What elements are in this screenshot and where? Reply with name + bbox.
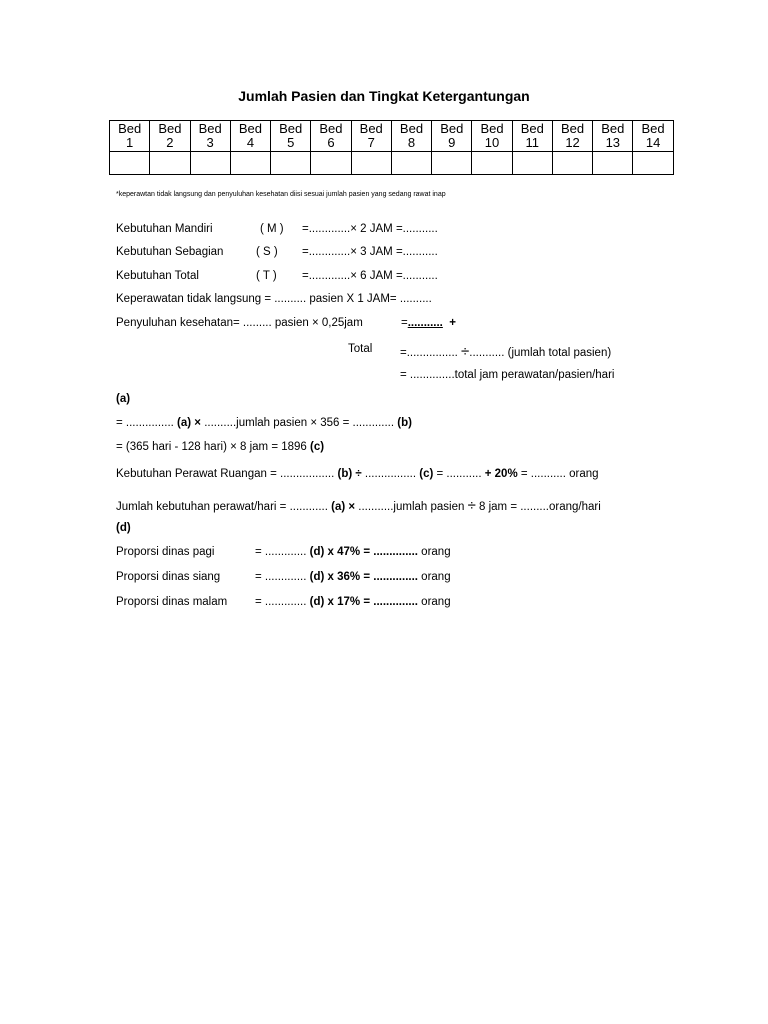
bed-header-row <box>110 121 674 152</box>
bed-entry-row <box>110 152 674 175</box>
need-label: Kebutuhan Mandiri <box>116 223 213 235</box>
education-result: =........... + <box>401 317 456 329</box>
bed-header-cell <box>230 121 270 152</box>
total-formula: =................ ÷........... (jumlah total pasien) <box>400 343 612 360</box>
education-line <box>116 317 456 329</box>
shift-formula: = ............. (d) x 36% = .............. orang <box>255 571 451 583</box>
divide-icon: ÷ <box>461 343 470 360</box>
bed-entry-cell[interactable] <box>552 152 592 175</box>
bed-table <box>109 120 674 175</box>
bed-number: 8 <box>407 135 416 150</box>
shift-row-pagi: Proporsi dinas pagi = ............. (d) x 47% = .............. orang <box>116 546 451 558</box>
need-row-sebagian <box>116 246 438 258</box>
bed-number: 1 <box>126 135 134 150</box>
bed-entry-cell[interactable] <box>230 152 270 175</box>
formula-c-line: = (365 hari - 128 hari) × 8 jam = 1896 (c) <box>116 441 325 453</box>
bed-number: 6 <box>327 135 335 150</box>
bed-header-cell <box>351 121 391 152</box>
total-line <box>348 343 612 360</box>
daily-nurse-line: Jumlah kebutuhan perawat/hari = ............ (a) × ...........jumlah pasien ÷ 8 jam = .........orang/hari <box>116 497 601 514</box>
bed-header-cell <box>311 121 351 152</box>
bed-number: 2 <box>166 135 174 150</box>
bed-word: Bed <box>238 121 262 136</box>
bed-header-cell <box>391 121 431 152</box>
bed-number: 4 <box>246 135 255 150</box>
bed-header-cell <box>271 121 311 152</box>
bed-entry-cell[interactable] <box>150 152 190 175</box>
divide-icon: ÷ <box>467 497 476 514</box>
bed-word: Bed <box>158 121 182 136</box>
need-label: Kebutuhan Total <box>116 270 199 282</box>
shift-formula: = ............. (d) x 17% = .............. orang <box>255 596 451 608</box>
label-a: (a) <box>116 393 131 405</box>
bed-word: Bed <box>319 121 343 136</box>
footnote: *keperawtan tidak langsung dan penyuluhan kesehatan diisi sesuai jumlah pasien yang sedang rawat inap <box>116 191 446 198</box>
bed-number: 11 <box>525 135 540 150</box>
bed-entry-cell[interactable] <box>311 152 351 175</box>
indirect-care-line: Keperawatan tidak langsung = .......... pasien X 1 JAM= .......... <box>116 293 432 305</box>
bed-word: Bed <box>399 121 424 136</box>
label-d: (d) <box>116 522 131 534</box>
bed-number: 12 <box>565 135 580 150</box>
bed-entry-cell[interactable] <box>190 152 230 175</box>
bed-word: Bed <box>359 121 383 136</box>
bed-word: Bed <box>198 121 222 136</box>
bed-word: Bed <box>279 121 303 136</box>
bed-entry-cell[interactable] <box>633 152 673 175</box>
bed-header-cell <box>633 121 673 152</box>
need-formula: =.............× 2 JAM =........... <box>302 223 438 235</box>
need-formula: =.............× 3 JAM =........... <box>302 246 438 258</box>
bed-entry-cell[interactable] <box>351 152 391 175</box>
bed-entry-cell[interactable] <box>110 152 150 175</box>
need-code: ( M ) <box>260 223 284 235</box>
bed-word: Bed <box>520 121 544 136</box>
shift-formula: = ............. (d) x 47% = .............. orang <box>255 546 451 558</box>
need-row-mandiri <box>116 223 438 235</box>
bed-header-cell <box>432 121 472 152</box>
need-formula: =.............× 6 JAM =........... <box>302 270 438 282</box>
bed-entry-cell[interactable] <box>271 152 311 175</box>
need-label: Kebutuhan Sebagian <box>116 246 224 258</box>
bed-word: Bed <box>601 121 625 136</box>
bed-number: 14 <box>645 135 661 150</box>
bed-word: Bed <box>560 121 585 136</box>
bed-header-cell <box>190 121 230 152</box>
bed-header-cell <box>552 121 592 152</box>
need-row-total <box>116 270 438 282</box>
bed-number: 5 <box>287 135 295 150</box>
bed-header-cell <box>472 121 512 152</box>
room-nurse-line: Kebutuhan Perawat Ruangan = ................. (b) ÷ ................ (c) = ........... + 20% = ........... orang <box>116 468 599 480</box>
bed-entry-cell[interactable] <box>512 152 552 175</box>
shift-row-malam: Proporsi dinas malam = ............. (d) x 17% = .............. orang <box>116 596 451 608</box>
bed-header-cell <box>110 121 150 152</box>
bed-number: 9 <box>448 135 456 150</box>
education-formula: Penyuluhan kesehatan= ......... pasien × 0,25jam <box>116 317 363 329</box>
document-title: Jumlah Pasien dan Tingkat Ketergantungan <box>238 88 530 104</box>
bed-header-cell <box>150 121 190 152</box>
shift-row-siang: Proporsi dinas siang = ............. (d) x 36% = .............. orang <box>116 571 451 583</box>
bed-header-cell <box>512 121 552 152</box>
bed-entry-cell[interactable] <box>432 152 472 175</box>
bed-number: 7 <box>367 135 375 150</box>
total-hours-line: = ..............total jam perawatan/pasien/hari <box>400 369 615 381</box>
bed-word: Bed <box>480 121 504 136</box>
need-code: ( S ) <box>256 246 278 258</box>
bed-entry-cell[interactable] <box>593 152 633 175</box>
bed-word: Bed <box>440 121 464 136</box>
bed-entry-cell[interactable] <box>391 152 431 175</box>
formula-b-line: = ............... (a) × ..........jumlah pasien × 356 = ............. (b) <box>116 417 412 429</box>
bed-number: 3 <box>206 135 214 150</box>
bed-header-cell <box>593 121 633 152</box>
total-label: Total <box>348 343 373 355</box>
bed-word: Bed <box>641 121 665 136</box>
need-code: ( T ) <box>256 270 277 282</box>
bed-number: 13 <box>605 135 621 150</box>
bed-number: 10 <box>484 135 500 150</box>
bed-word: Bed <box>118 121 142 136</box>
bed-entry-cell[interactable] <box>472 152 512 175</box>
